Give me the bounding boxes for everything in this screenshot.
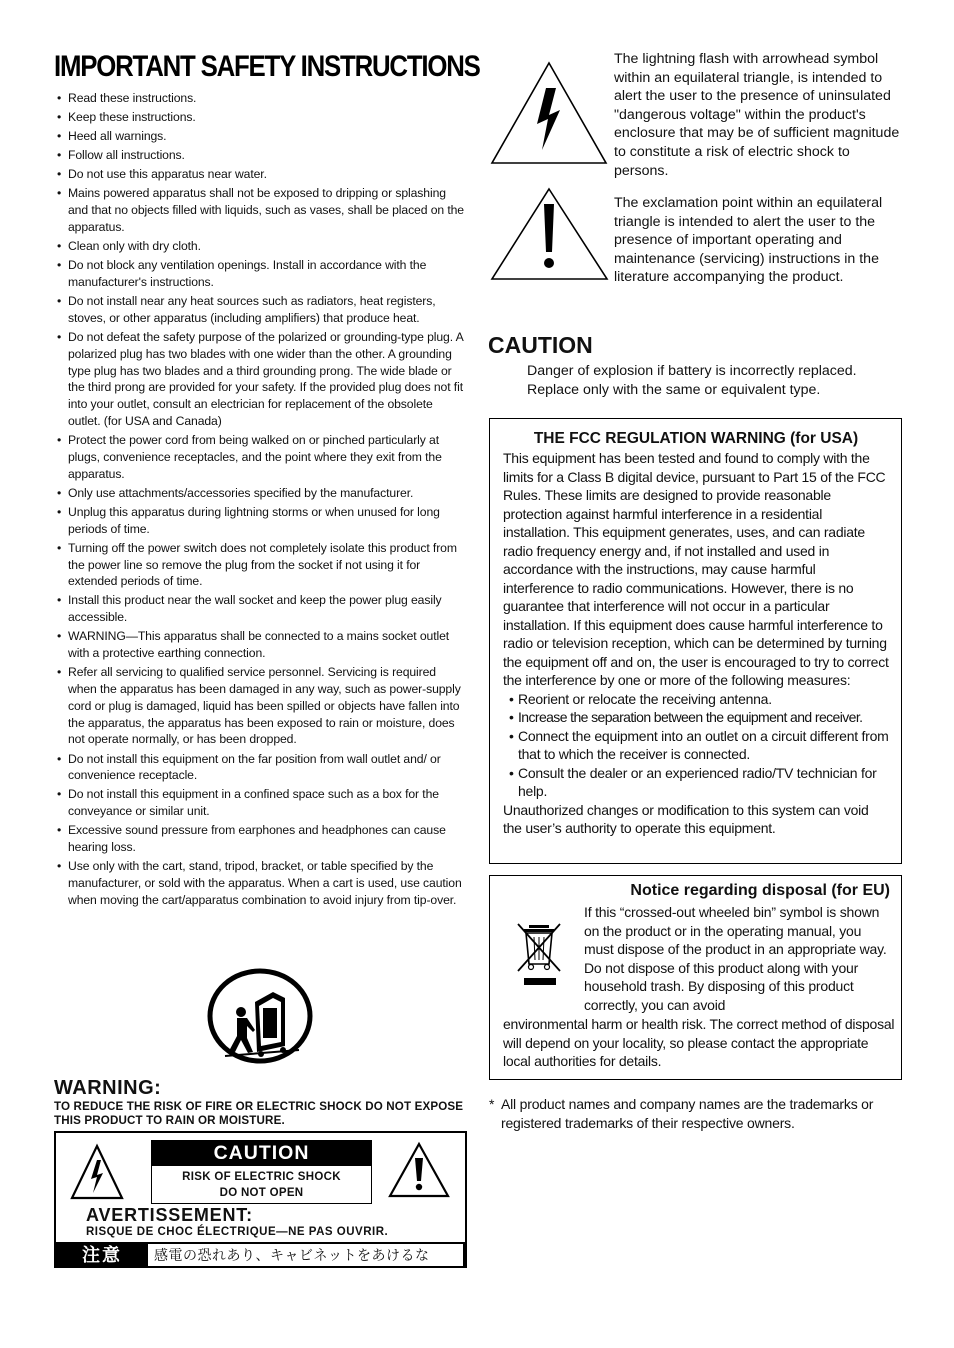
japanese-caution-text: 感電の恐れあり、キャビネットをあけるな <box>148 1244 463 1266</box>
list-item: • Do not install near any heat sources such as radiators, heat registers, stoves, or other apparatus (including amplifiers) that produce heat. <box>54 293 466 327</box>
safety-rules-list <box>54 90 466 909</box>
caution-title: CAUTION <box>488 332 593 358</box>
risk-line-1: RISK OF ELECTRIC SHOCK <box>182 1171 341 1183</box>
warning-section <box>54 1076 466 1127</box>
risk-text <box>151 1166 372 1204</box>
exclamation-symbol-text: The exclamation point within an equilateral triangle is intended to alert the user to the presence of important operating and maintenance (servicing) instructions in the literature accompanying the product. <box>614 195 883 286</box>
risk-line-2: DO NOT OPEN <box>219 1187 304 1199</box>
avertissement-text: RISQUE DE CHOC ÉLECTRIQUE—NE PAS OUVRIR. <box>86 1226 389 1238</box>
fcc-warning-box <box>489 418 902 864</box>
list-item: • Heed all warnings. <box>54 128 466 145</box>
list-item: • Consult the dealer or an experienced radio/TV technician for help. <box>503 764 889 801</box>
list-item: • Connect the equipment into an outlet on a circuit different from that to which the receiver is connected. <box>503 727 889 764</box>
safety-instructions-column <box>54 50 480 911</box>
page-title: IMPORTANT SAFETY INSTRUCTIONS <box>54 50 480 83</box>
list-item: • Do not use this apparatus near water. <box>54 166 466 183</box>
caution-heading: CAUTION <box>151 1140 372 1166</box>
fcc-body: This equipment has been tested and found to comply with the limits for a Class B digital device, pursuant to Part 15 of the FCC Rules. These limits are designed to provide reasonable protection against harmful interference in a residential installation. This equipment generates, uses, and can radiate radio frequency energy and, if not installed and used in accordance with the instructions, may cause harmful interference to radio communications. However, there is no guarantee that interference will not occur in a particular installation. If this equipment does cause harmful interference to radio or television reception, which can be determined by turning the equipment off and on, the user is encouraged to try to correct the interference by one or more of the following measures: <box>503 450 889 688</box>
list-item: • Turning off the power switch does not completely isolate this product from the power line so remove the plug from the socket if not using it for extended periods of time. <box>54 540 466 590</box>
list-item: • Protect the power cord from being walked on or pinched particularly at plugs, convenience receptacles, and the point where they exit from the apparatus. <box>54 432 466 482</box>
list-item: • WARNING—This apparatus shall be connected to a mains socket outlet with a protective earthing connection. <box>54 628 466 662</box>
caution-label <box>54 1131 467 1268</box>
fcc-title: THE FCC REGULATION WARNING (for USA) <box>533 430 859 447</box>
list-item: • Increase the separation between the equipment and receiver. <box>503 708 889 727</box>
asterisk-icon: * <box>489 1096 495 1112</box>
fcc-footer: Unauthorized changes or modification to this system can void the user’s authority to operate this equipment. <box>503 801 869 836</box>
list-item: • Do not install this equipment in a confined space such as a box for the conveyance or similar unit. <box>54 786 466 820</box>
lightning-symbol-explanation <box>488 50 902 190</box>
eu-disposal-text-1: If this “crossed-out wheeled bin” symbol is shown on the product or in the operating manual, you must dispose of the product in an appropriate way. Do not dispose of this product along with your household trash. By disposing of this product correctly, you can avoid <box>584 904 887 1013</box>
eu-disposal-title: Notice regarding disposal (for EU) <box>630 882 890 899</box>
fcc-measures-list <box>503 690 889 801</box>
list-item: • Only use attachments/accessories specified by the manufacturer. <box>54 485 466 502</box>
list-item: • Install this product near the wall socket and keep the power plug easily accessible. <box>54 592 466 626</box>
exclamation-triangle-icon <box>388 1141 450 1199</box>
trademark-text: All product names and company names are the trademarks or registered trademarks of their respective owners. <box>501 1096 874 1131</box>
japanese-caution-label: 注意 <box>82 1245 122 1265</box>
avertissement-title: AVERTISSEMENT: <box>86 1205 253 1225</box>
japanese-caution-bar <box>56 1242 465 1268</box>
exclamation-symbol-explanation <box>488 194 902 314</box>
lightning-triangle-icon <box>70 1143 124 1201</box>
warning-text: TO REDUCE THE RISK OF FIRE OR ELECTRIC SHOCK DO NOT EXPOSE THIS PRODUCT TO RAIN OR MOISTURE. <box>54 1100 464 1127</box>
list-item: • Mains powered apparatus shall not be exposed to dripping or splashing and that no objects filled with liquids, such as vases, shall be placed on the apparatus. <box>54 185 466 235</box>
eu-disposal-text-2: environmental harm or health risk. The correct method of disposal will depend on your locality, so please contact the appropriate local authorities for details. <box>503 1016 895 1070</box>
list-item: • Keep these instructions. <box>54 109 466 126</box>
trademark-notice <box>489 1095 903 1132</box>
list-item: • Do not install this equipment on the far position from wall outlet and/ or convenience receptacle. <box>54 751 466 785</box>
list-item: • Use only with the cart, stand, tripod, bracket, or table specified by the manufacturer, or sold with the apparatus. When a cart is used, use caution when moving the cart/apparatus combination to avoid injury from tip-over. <box>54 858 466 908</box>
list-item: • Clean only with dry cloth. <box>54 238 466 255</box>
list-item: • Follow all instructions. <box>54 147 466 164</box>
list-item: • Reorient or relocate the receiving antenna. <box>503 690 889 709</box>
list-item: • Refer all servicing to qualified service personnel. Servicing is required when the apparatus has been damaged in any way, such as power-supply cord or plug is damaged, liquid has been spilled or objects have fallen into the apparatus, the apparatus has been exposed to rain or moisture, does not operate normally, or has been dropped. <box>54 664 466 748</box>
eu-disposal-box <box>489 875 902 1080</box>
warning-title: WARNING: <box>54 1077 162 1099</box>
crossed-out-bin-icon <box>514 918 566 988</box>
list-item: • Unplug this apparatus during lightning storms or when unused for long periods of time. <box>54 504 466 538</box>
list-item: • Do not defeat the safety purpose of the polarized or grounding-type plug. A polarized plug has two blades with one wider than the other. A grounding type plug has two blades and a third grounding prong. The wide blade or the third prong are provided for your safety. If the provided plug does not fit into your outlet, consult an electrician for replacement of the obsolete outlet. (for USA and Canada) <box>54 329 466 430</box>
lightning-triangle-icon <box>490 58 610 168</box>
list-item: • Do not block any ventilation openings. Install in accordance with the manufacturer's instructions. <box>54 257 466 291</box>
exclamation-triangle-icon <box>490 186 610 282</box>
list-item: • Read these instructions. <box>54 90 466 107</box>
cart-tip-over-icon <box>207 968 313 1064</box>
caution-text: Danger of explosion if battery is incorrectly replaced. Replace only with the same or equivalent type. <box>527 363 857 398</box>
lightning-symbol-text: The lightning flash with arrowhead symbol within an equilateral triangle, is intended to alert the user to the presence of uninsulated "dangerous voltage" within the product's enclosure that may be of sufficient magnitude to constitute a risk of electric shock to persons. <box>614 51 900 179</box>
list-item: • Excessive sound pressure from earphones and headphones can cause hearing loss. <box>54 822 466 856</box>
